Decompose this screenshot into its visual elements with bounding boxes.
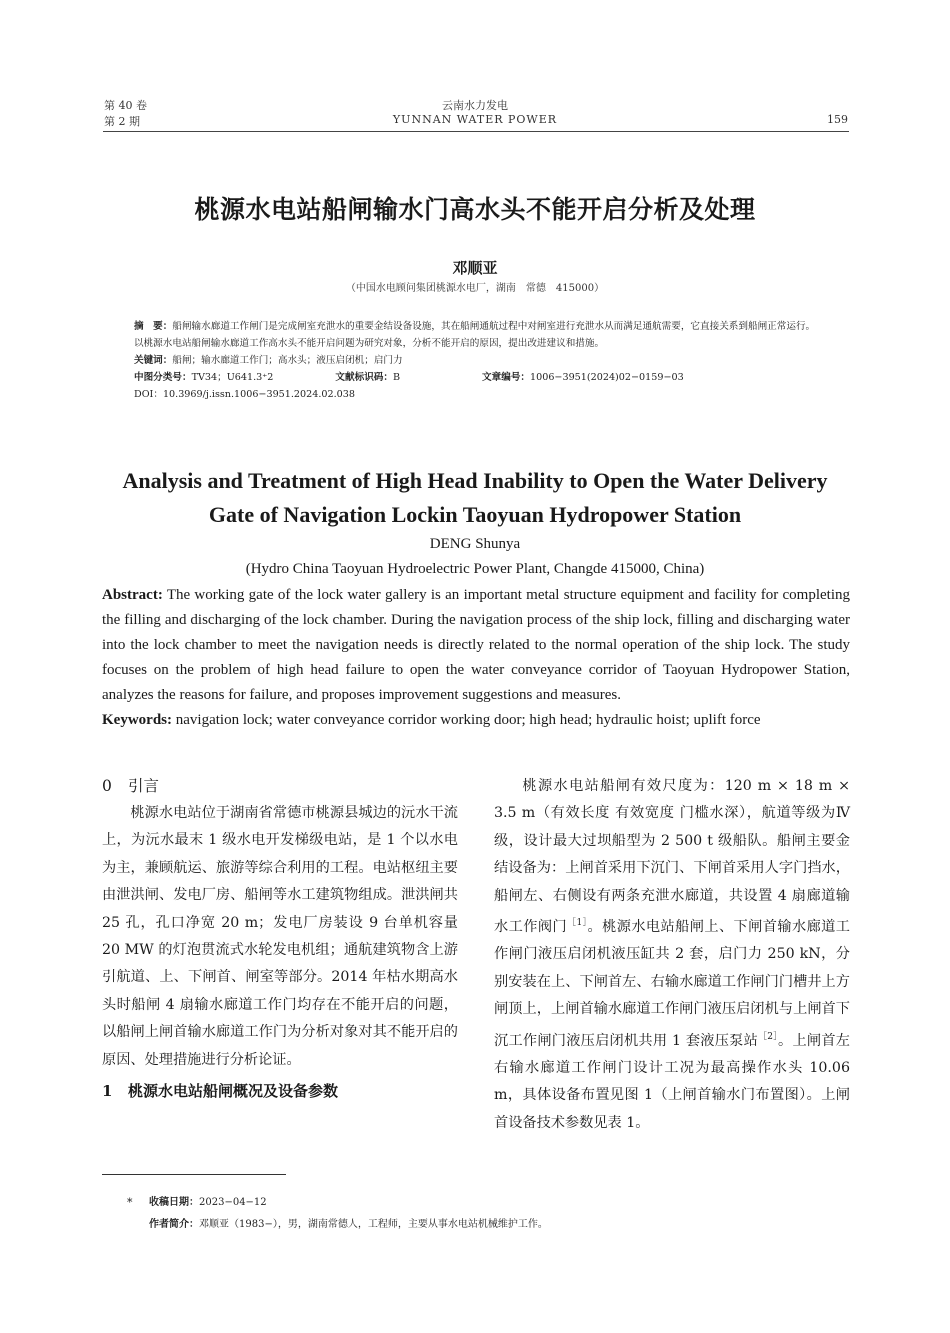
section-1-heading [102, 1078, 458, 1105]
citation-1[interactable]: ［1］ [567, 918, 588, 929]
overview-text-part1: 桃源水电站船闸有效尺度为：120 m × 18 m × 3.5 m（有效长度 有效宽度 门槛水深），航道等级为Ⅳ级，设计最大过坝船型为 2 500 t 级船队。船闸主要金结设备为：上闸首采用下沉门、下闸首采用人字门挡水，船闸左、右侧设有两条充泄水廊道，共设置 4 扇廊道输水工作阀门 [494, 778, 850, 936]
section-1-number: 1 [102, 1082, 113, 1101]
article-no-value: 1006−3951(2024)02−0159−03 [530, 372, 684, 383]
doc-code-value: B [392, 372, 401, 383]
title-en: Analysis and Treatment of High Head Inability to Open the Water Delivery Gate of Navigation Lockin Taoyuan Hydropower Station [122, 468, 828, 527]
issue-label: 第 2 期 [104, 115, 140, 128]
journal-name-en: YUNNAN WATER POWER [392, 113, 558, 126]
received-date [149, 1192, 548, 1214]
section-1-title: 桃源水电站船闸概况及设备参数 [128, 1082, 339, 1101]
keywords-cn-label: 关键词： [134, 355, 173, 366]
author-bio [149, 1214, 548, 1236]
author-name-cn: 邓顺亚 [452, 259, 498, 277]
body-column-left [102, 773, 458, 1105]
keywords-cn-text: 船闸；输水廊道工作门；高水头；液压启闭机；启门力 [172, 355, 403, 366]
bio-text: 邓顺亚（1983−），男，湖南常德人，工程师，主要从事水电站机械维护工作。 [199, 1219, 548, 1230]
bio-label: 作者简介： [149, 1219, 199, 1230]
doc-code-label: 文献标识码： [335, 372, 393, 383]
footnote-block [149, 1192, 548, 1236]
section-0-number: 0 [102, 777, 112, 795]
volume-label: 第 40 卷 [104, 99, 147, 112]
section-0-title: 引言 [128, 777, 160, 795]
abstract-en-text: The working gate of the lock water gallery is an important metal structure equipment and facility for completing the filling and discharging of the lock chamber. During the navigation process of the ship lock, filling and discharging water into the lock chamber to meet the navigation needs is directly related to the normal operation of the ship lock. The study focuses on the problem of high head failure to open the water conveyance corridor of Taoyuan Hydropower Station, analyzes the reasons for failure, and proposes improvement suggestions and measures. [102, 587, 850, 703]
abstract-cn [134, 318, 824, 352]
overview-text-part3: 。上闸首左右输水廊道工作闸门设计工况为最高操作水头 10.06 m，具体设备布置见图 1（上闸首输水门布置图）。上闸首设备技术参数见表 1。 [494, 1032, 850, 1131]
page-number: 159 [827, 113, 848, 126]
journal-name-cn: 云南水力发电 [442, 99, 508, 112]
abstract-cn-block [134, 318, 824, 403]
intro-paragraph: 桃源水电站位于湖南省常德市桃源县城边的沅水干流上，为沅水最末 1 级水电开发梯级电站，是 1 个以水电为主，兼顾航运、旅游等综合利用的工程。电站枢纽主要由泄洪闸、发电厂房、船闸等水工建筑物组成。泄洪闸共 25 孔，孔口净宽 20 m；发电厂房装设 9 台单机容量 20 MW 的灯泡贯流式水轮发电机组；通航建筑物含上游引航道、上、下闸首、闸室等部分。2014 年枯水期高水头时船闸 4 扇输水廊道工作门均存在不能开启的问题，以船闸上闸首输水廊道工作门为分析对象对其不能开启的原因、处理措施进行分析论证。 [102, 805, 458, 1068]
abstract-en-block [102, 583, 850, 733]
classification-row [134, 369, 824, 386]
keywords-en-text: navigation lock; water conveyance corridor working door; high head; hydraulic hoist; uplift force [172, 712, 761, 728]
header-divider [103, 131, 849, 132]
abstract-en-label: Abstract: [102, 587, 163, 603]
doi: DOI：10.3969/j.issn.1006−3951.2024.02.038 [134, 389, 355, 400]
abstract-en [102, 583, 850, 708]
body-column-right [494, 773, 850, 1137]
clc-label: 中图分类号： [134, 372, 192, 383]
abstract-cn-label: 摘 要： [134, 321, 173, 332]
received-label: 收稿日期： [149, 1197, 199, 1208]
page-title: 桃源水电站船闸输水门高水头不能开启分析及处理 [194, 195, 756, 224]
clc-value: TV34；U641.3⁺2 [191, 372, 274, 383]
affiliation-en: (Hydro China Taoyuan Hydroelectric Power Plant, Changde 415000, China) [245, 561, 705, 577]
article-no-label: 文章编号： [482, 372, 531, 383]
citation-2[interactable]: ［2］ [758, 1031, 779, 1042]
overview-paragraph [494, 773, 850, 1137]
author-name-en: DENG Shunya [429, 536, 521, 552]
footnote-divider [102, 1174, 286, 1175]
abstract-cn-text: 船闸输水廊道工作闸门是完成闸室充泄水的重要金结设备设施，其在船闸通航过程中对闸室进行充泄水从而满足通航需要，它直接关系到船闸正常运行。以桃源水电站船闸输水廊道工作高水头不能开启问题为研究对象，分析不能开启的原因，提出改进建议和措施。 [134, 321, 816, 349]
footnote-marker: * [127, 1196, 133, 1209]
affiliation-cn: （中国水电顾问集团桃源水电厂，湖南 常德 415000） [345, 283, 605, 294]
keywords-cn [134, 352, 824, 369]
section-0-heading [102, 773, 458, 800]
received-value: 2023−04−12 [199, 1197, 267, 1208]
keywords-en [102, 708, 850, 733]
overview-text-part2: 。桃源水电站船闸上、下闸首输水廊道工作闸门液压启闭机液压缸共 2 套，启门力 250 kN，分别安装在上、下闸首左、右输水廊道工作闸门门槽井上方闸顶上，上闸首输水廊道工作闸门液压启闭机与上闸首下沉工作闸门液压启闭机共用 1 套液压泵站 [494, 919, 850, 1049]
keywords-en-label: Keywords: [102, 712, 172, 728]
